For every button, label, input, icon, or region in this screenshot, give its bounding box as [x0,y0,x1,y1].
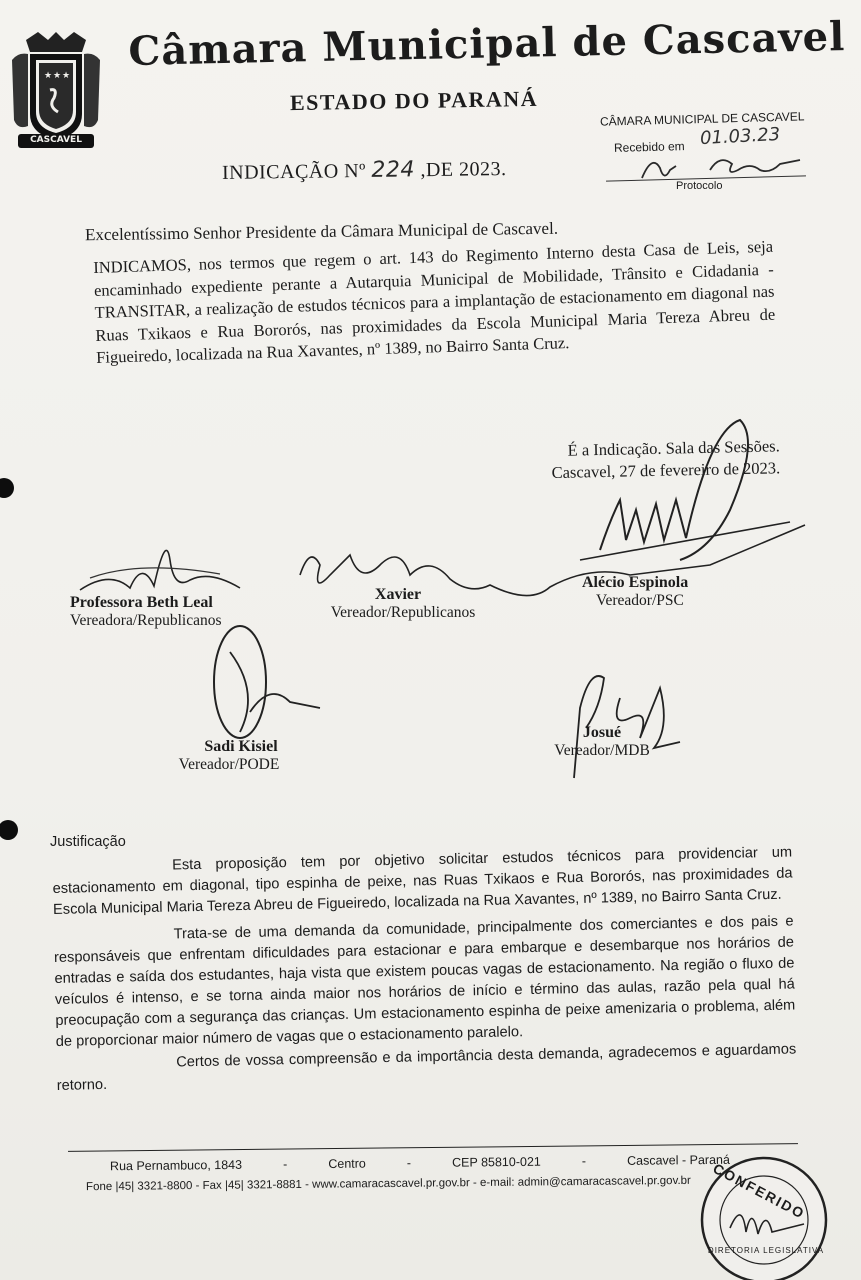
signatory-role: Vereadora/Republicanos [70,612,222,629]
signatory-4 [166,738,292,774]
closing-line-2: Cascavel, 27 de fevereiro de 2023. [551,458,781,483]
justification-paragraph-3: Certos de vossa compreensão e da importância desta demanda, agradecemos e aguardamos retorno. [56,1041,797,1094]
signatory-3 [582,574,688,610]
indication-prefix: INDICAÇÃO Nº [221,159,367,184]
punch-hole [0,820,18,840]
svg-text:★: ★ [53,71,62,81]
stamp-organization: CÂMARA MUNICIPAL DE CASCAVEL [599,109,805,129]
signatory-name: Alécio Espinola [582,574,689,591]
svg-text:★: ★ [44,71,53,81]
footer-city: Cascavel - Paraná [627,1152,730,1168]
signatory-1 [70,594,222,630]
stamp-signature [640,148,810,188]
footer-separator: - [406,1156,412,1171]
seal-bottom-text: DIRETORIA LEGISLATIVA [707,1246,825,1255]
signatory-5 [540,724,664,760]
indication-heading [222,156,507,185]
signatory-role: Vereador/PSC [596,592,684,609]
justification-paragraph-1: Esta proposição tem por objetivo solicitar estudos técnicos para providenciar um estacionamento em diagonal, tipo espinha de peixe, nas Ruas Txikaos e Rua Bororós, nas proximidades da Escola Municipal Maria Tereza Abreu de Figueiredo, localizada na Rua Xavantes, nº 1389, no Bairro Santa Cruz. [52,844,793,918]
stamp-protocol-label: Protocolo [676,180,723,192]
footer-separator: - [581,1154,587,1169]
justification-paragraph-2: Trata-se de uma demanda da comunidade, principalmente dos comerciantes e dos pais e responsáveis que enfrentam dificuldades para estacionar e para embarque e desembarque nos horários de entradas e saída dos estudantes, haja vista que existem poucas vagas de estacionamento. Na região o fluxo de veículos é intenso, e se torna ainda maior nos horários de início e término das aulas, razão pela qual há preocupação com a segurança das crianças. Um estacionamento espinha de peixe amenizaria o problema, além de proporcionar maior número de vagas que o estacionamento paralelo. [53,913,796,1050]
salutation: Excelentíssimo Senhor Presidente da Câmara Municipal de Cascavel. [84,218,559,245]
footer-district: Centro [328,1156,366,1171]
footer-address: Rua Pernambuco, 1843 [109,1157,243,1174]
signatory-2 [318,586,488,622]
body-paragraph: INDICAMOS, nos termos que regem o art. 143 do Regimento Interno desta Casa de Leis, seja encaminhado expediente perante a Autarquia Municipal de Mobilidade, Trânsito e Cidadania - TRANSITAR, a realização de estudos técnicos para a implantação de estacionamento em diagonal nas Ruas Txikaos e Rua Bororós, nas proximidades da Escola Municipal Maria Tereza Abreu de Figueiredo, localizada na Rua Xavantes, nº 1389, no Bairro Santa Cruz. [93,236,776,367]
stamp-received-label: Recebido em [613,139,685,155]
signatory-name: Josué [582,724,622,741]
signature-alecio [560,410,800,570]
seal-top-text: CONFERIDO [710,1160,809,1223]
footer-cep: CEP 85810-021 [452,1154,541,1170]
institution-title: Câmara Municipal de Cascavel [128,12,846,75]
signatory-name: Sadi Kisiel [204,738,278,755]
closing-line-1: É a Indicação. Sala das Sessões. [567,436,780,460]
coat-of-arms-icon [8,30,104,152]
indication-suffix: ,DE 2023. [420,158,507,182]
punch-hole [0,478,14,498]
signatory-name: Xavier [374,586,422,603]
signatory-role: Vereador/PODE [178,756,280,773]
justification-title: Justificação [50,834,126,850]
justification-body [52,843,797,1097]
coat-of-arms-label: CASCAVEL [30,135,82,145]
indication-number: 224 [371,157,416,183]
signatory-role: Vereador/MDB [554,742,650,759]
footer-address-line [110,1153,730,1173]
signatory-name: Professora Beth Leal [70,594,213,611]
state-subtitle: ESTADO DO PARANÁ [289,85,539,116]
svg-text:★: ★ [62,71,71,81]
footer-contact: Fone |45| 3321-8800 - Fax |45| 3321-8881 - www.camaracascavel.pr.gov.br - e-mail: admin@camaracascavel.pr.gov.br [85,1174,691,1194]
footer-divider [68,1143,798,1152]
stamp-received-date: 01.03.23 [699,123,781,150]
footer-separator: - [283,1157,288,1172]
signatory-role: Vereador/Republicanos [330,604,476,621]
